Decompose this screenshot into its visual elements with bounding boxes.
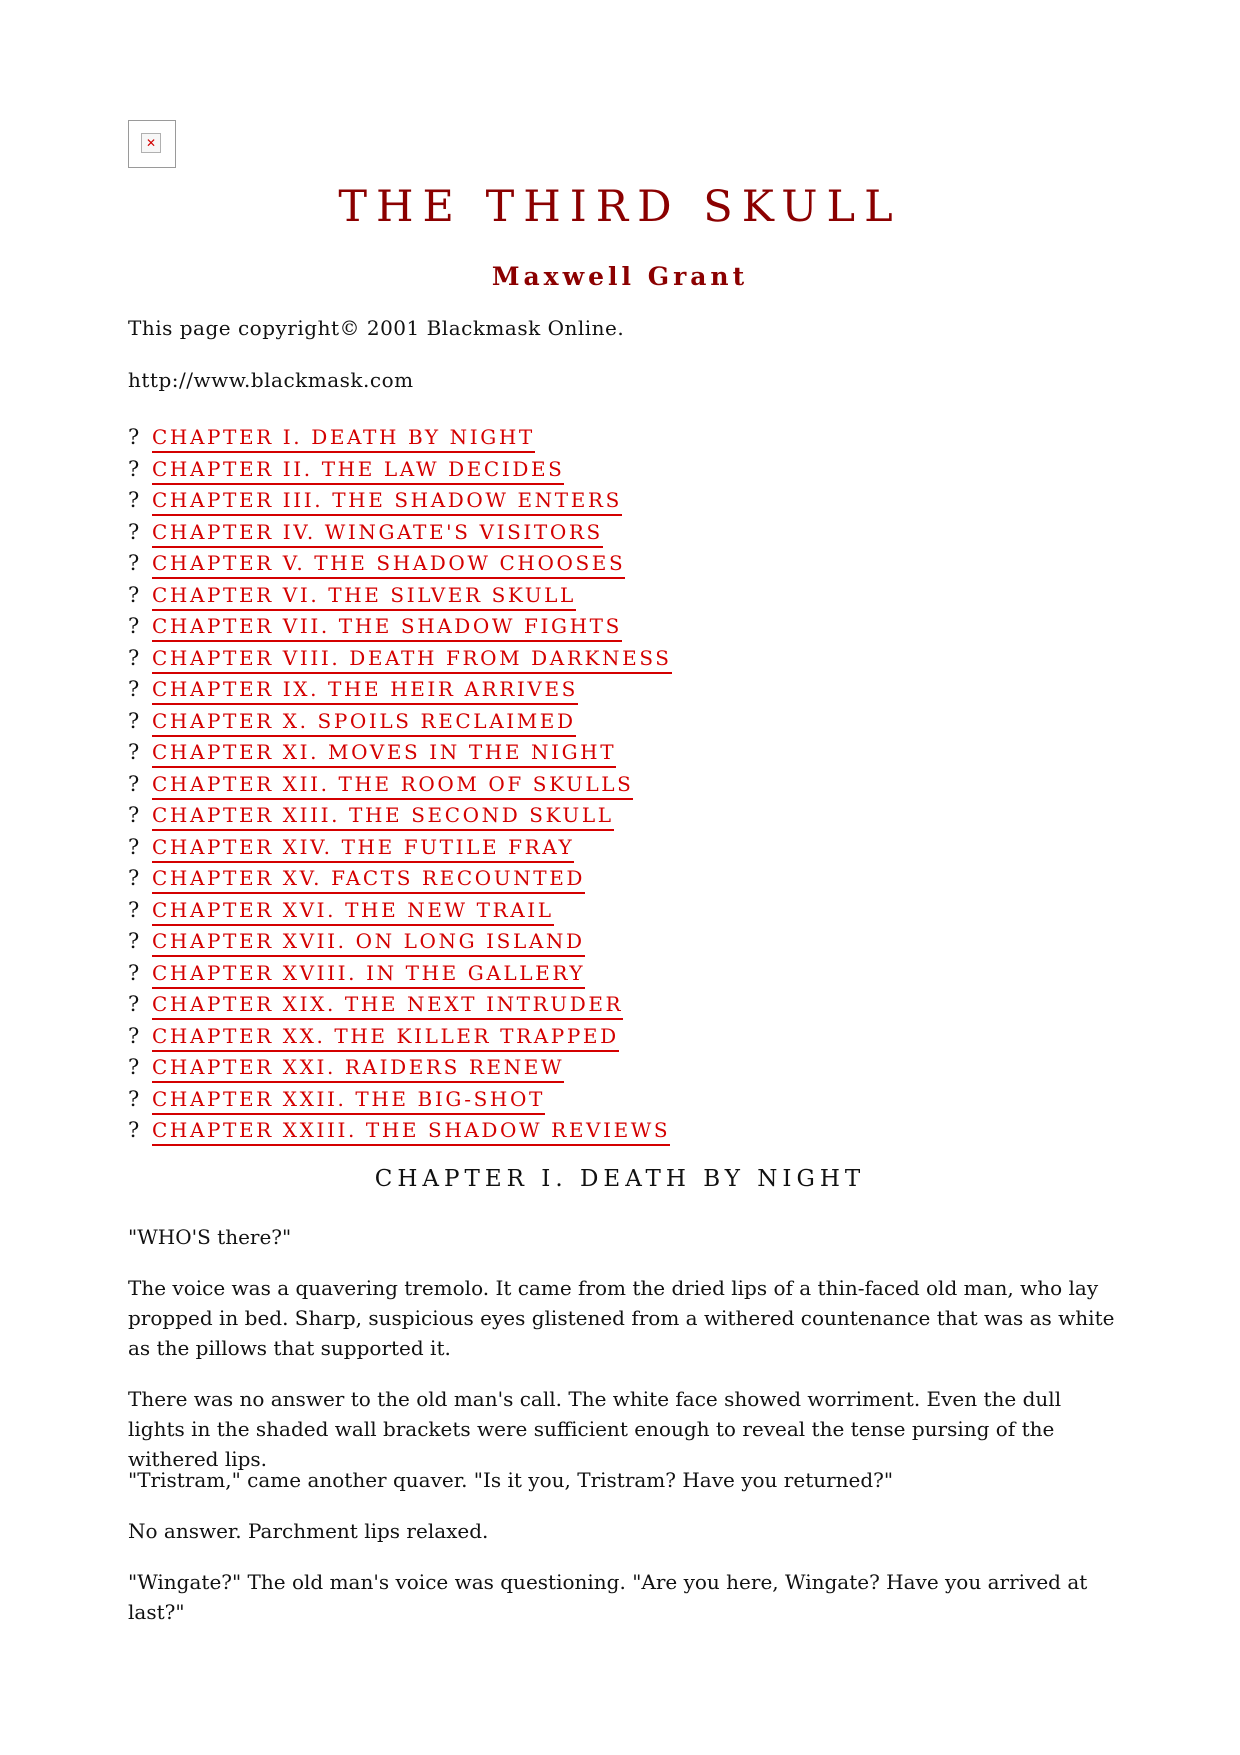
chapter-heading: CHAPTER I. DEATH BY NIGHT	[374, 1166, 866, 1192]
toc-bullet: ?	[128, 803, 140, 827]
chapter-link[interactable]: CHAPTER IX. THE HEIR ARRIVES	[152, 676, 578, 705]
chapter-link[interactable]: CHAPTER XIV. THE FUTILE FRAY	[152, 834, 574, 863]
paragraph: There was no answer to the old man's call. The white face showed worriment. Even the dull lights in the shaded wall brackets were sufficient enough to reveal the tense pursing of the withered lips.	[128, 1387, 1062, 1471]
toc-item	[128, 1054, 672, 1086]
chapter-link[interactable]: CHAPTER VIII. DEATH FROM DARKNESS	[152, 645, 672, 674]
copyright-notice: This page copyright© 2001 Blackmask Online.	[128, 316, 625, 340]
toc-item	[128, 645, 672, 677]
toc-item	[128, 897, 672, 929]
chapter-link[interactable]: CHAPTER XXII. THE BIG-SHOT	[152, 1086, 545, 1115]
source-url: http://www.blackmask.com	[128, 368, 414, 392]
toc-bullet: ?	[128, 866, 140, 890]
toc-bullet: ?	[128, 1055, 140, 1079]
toc-bullet: ?	[128, 551, 140, 575]
chapter-link[interactable]: CHAPTER XXIII. THE SHADOW REVIEWS	[152, 1117, 670, 1146]
toc-item	[128, 519, 672, 551]
toc-bullet: ?	[128, 708, 140, 733]
toc-bullet: ?	[128, 456, 140, 481]
chapter-link[interactable]: CHAPTER XI. MOVES IN THE NIGHT	[152, 739, 616, 768]
toc-item	[128, 487, 672, 519]
chapter-link[interactable]: CHAPTER V. THE SHADOW CHOOSES	[152, 550, 625, 579]
broken-image-frame	[141, 133, 161, 153]
chapter-link[interactable]: CHAPTER XXI. RAIDERS RENEW	[152, 1054, 564, 1083]
chapter-link[interactable]: CHAPTER XV. FACTS RECOUNTED	[152, 865, 585, 894]
toc-bullet: ?	[128, 740, 140, 764]
chapter-link[interactable]: CHAPTER VI. THE SILVER SKULL	[152, 582, 576, 611]
chapter-link[interactable]: CHAPTER II. THE LAW DECIDES	[152, 456, 564, 485]
toc-bullet: ?	[128, 1118, 140, 1142]
chapter-link[interactable]: CHAPTER XVIII. IN THE GALLERY	[152, 960, 585, 989]
toc-bullet: ?	[128, 897, 140, 922]
chapter-link[interactable]: CHAPTER XVII. ON LONG ISLAND	[152, 928, 585, 957]
toc-bullet: ?	[128, 960, 140, 985]
toc-bullet: ?	[128, 582, 140, 607]
chapter-link[interactable]: CHAPTER XVI. THE NEW TRAIL	[152, 897, 554, 926]
chapter-link[interactable]: CHAPTER III. THE SHADOW ENTERS	[152, 487, 622, 516]
toc-item	[128, 613, 672, 645]
toc-bullet: ?	[128, 992, 140, 1016]
book-title: THE THIRD SKULL	[338, 182, 902, 232]
broken-image-icon	[128, 120, 176, 168]
chapter-link[interactable]: CHAPTER XX. THE KILLER TRAPPED	[152, 1023, 619, 1052]
toc-item	[128, 834, 672, 866]
toc-item	[128, 1086, 672, 1118]
toc-bullet: ?	[128, 614, 140, 638]
toc-item	[128, 771, 672, 803]
paragraph: The voice was a quavering tremolo. It came from the dried lips of a thin-faced old man, who lay propped in bed. Sharp, suspicious eyes glistened from a withered countenance that was as white as the pillows that supported it.	[128, 1276, 1115, 1360]
toc-bullet: ?	[128, 1086, 140, 1111]
toc-bullet: ?	[128, 771, 140, 796]
toc-bullet: ?	[128, 645, 140, 670]
toc-item	[128, 739, 672, 771]
toc-item	[128, 928, 672, 960]
toc-bullet: ?	[128, 519, 140, 544]
book-author: Maxwell Grant	[491, 262, 749, 291]
chapter-link[interactable]: CHAPTER XIII. THE SECOND SKULL	[152, 802, 614, 831]
chapter-link[interactable]: CHAPTER XII. THE ROOM OF SKULLS	[152, 771, 633, 800]
chapter-link[interactable]: CHAPTER X. SPOILS RECLAIMED	[152, 708, 576, 737]
toc-item	[128, 960, 672, 992]
toc-item	[128, 424, 672, 456]
toc-item	[128, 550, 672, 582]
toc-item	[128, 991, 672, 1023]
toc-bullet: ?	[128, 488, 140, 512]
red-x-icon: ✕	[145, 136, 157, 150]
paragraph: "WHO'S there?"	[128, 1225, 292, 1249]
toc-bullet: ?	[128, 425, 140, 449]
chapter-link[interactable]: CHAPTER IV. WINGATE'S VISITORS	[152, 519, 603, 548]
toc-item	[128, 865, 672, 897]
paragraph: "Wingate?" The old man's voice was questioning. "Are you here, Wingate? Have you arrived at last?"	[128, 1570, 1088, 1624]
chapter-link[interactable]: CHAPTER VII. THE SHADOW FIGHTS	[152, 613, 622, 642]
toc-item	[128, 802, 672, 834]
chapter-link[interactable]: CHAPTER I. DEATH BY NIGHT	[152, 424, 535, 453]
toc-bullet: ?	[128, 677, 140, 701]
paragraph: "Tristram," came another quaver. "Is it you, Tristram? Have you returned?"	[128, 1468, 894, 1492]
chapter-link[interactable]: CHAPTER XIX. THE NEXT INTRUDER	[152, 991, 623, 1020]
toc-item	[128, 456, 672, 488]
toc-bullet: ?	[128, 929, 140, 953]
toc-item	[128, 1023, 672, 1055]
toc-item	[128, 708, 672, 740]
toc-item	[128, 582, 672, 614]
toc-bullet: ?	[128, 1023, 140, 1048]
table-of-contents	[128, 424, 672, 1149]
toc-bullet: ?	[128, 834, 140, 859]
paragraph: No answer. Parchment lips relaxed.	[128, 1519, 489, 1543]
toc-item	[128, 676, 672, 708]
toc-item	[128, 1117, 672, 1149]
